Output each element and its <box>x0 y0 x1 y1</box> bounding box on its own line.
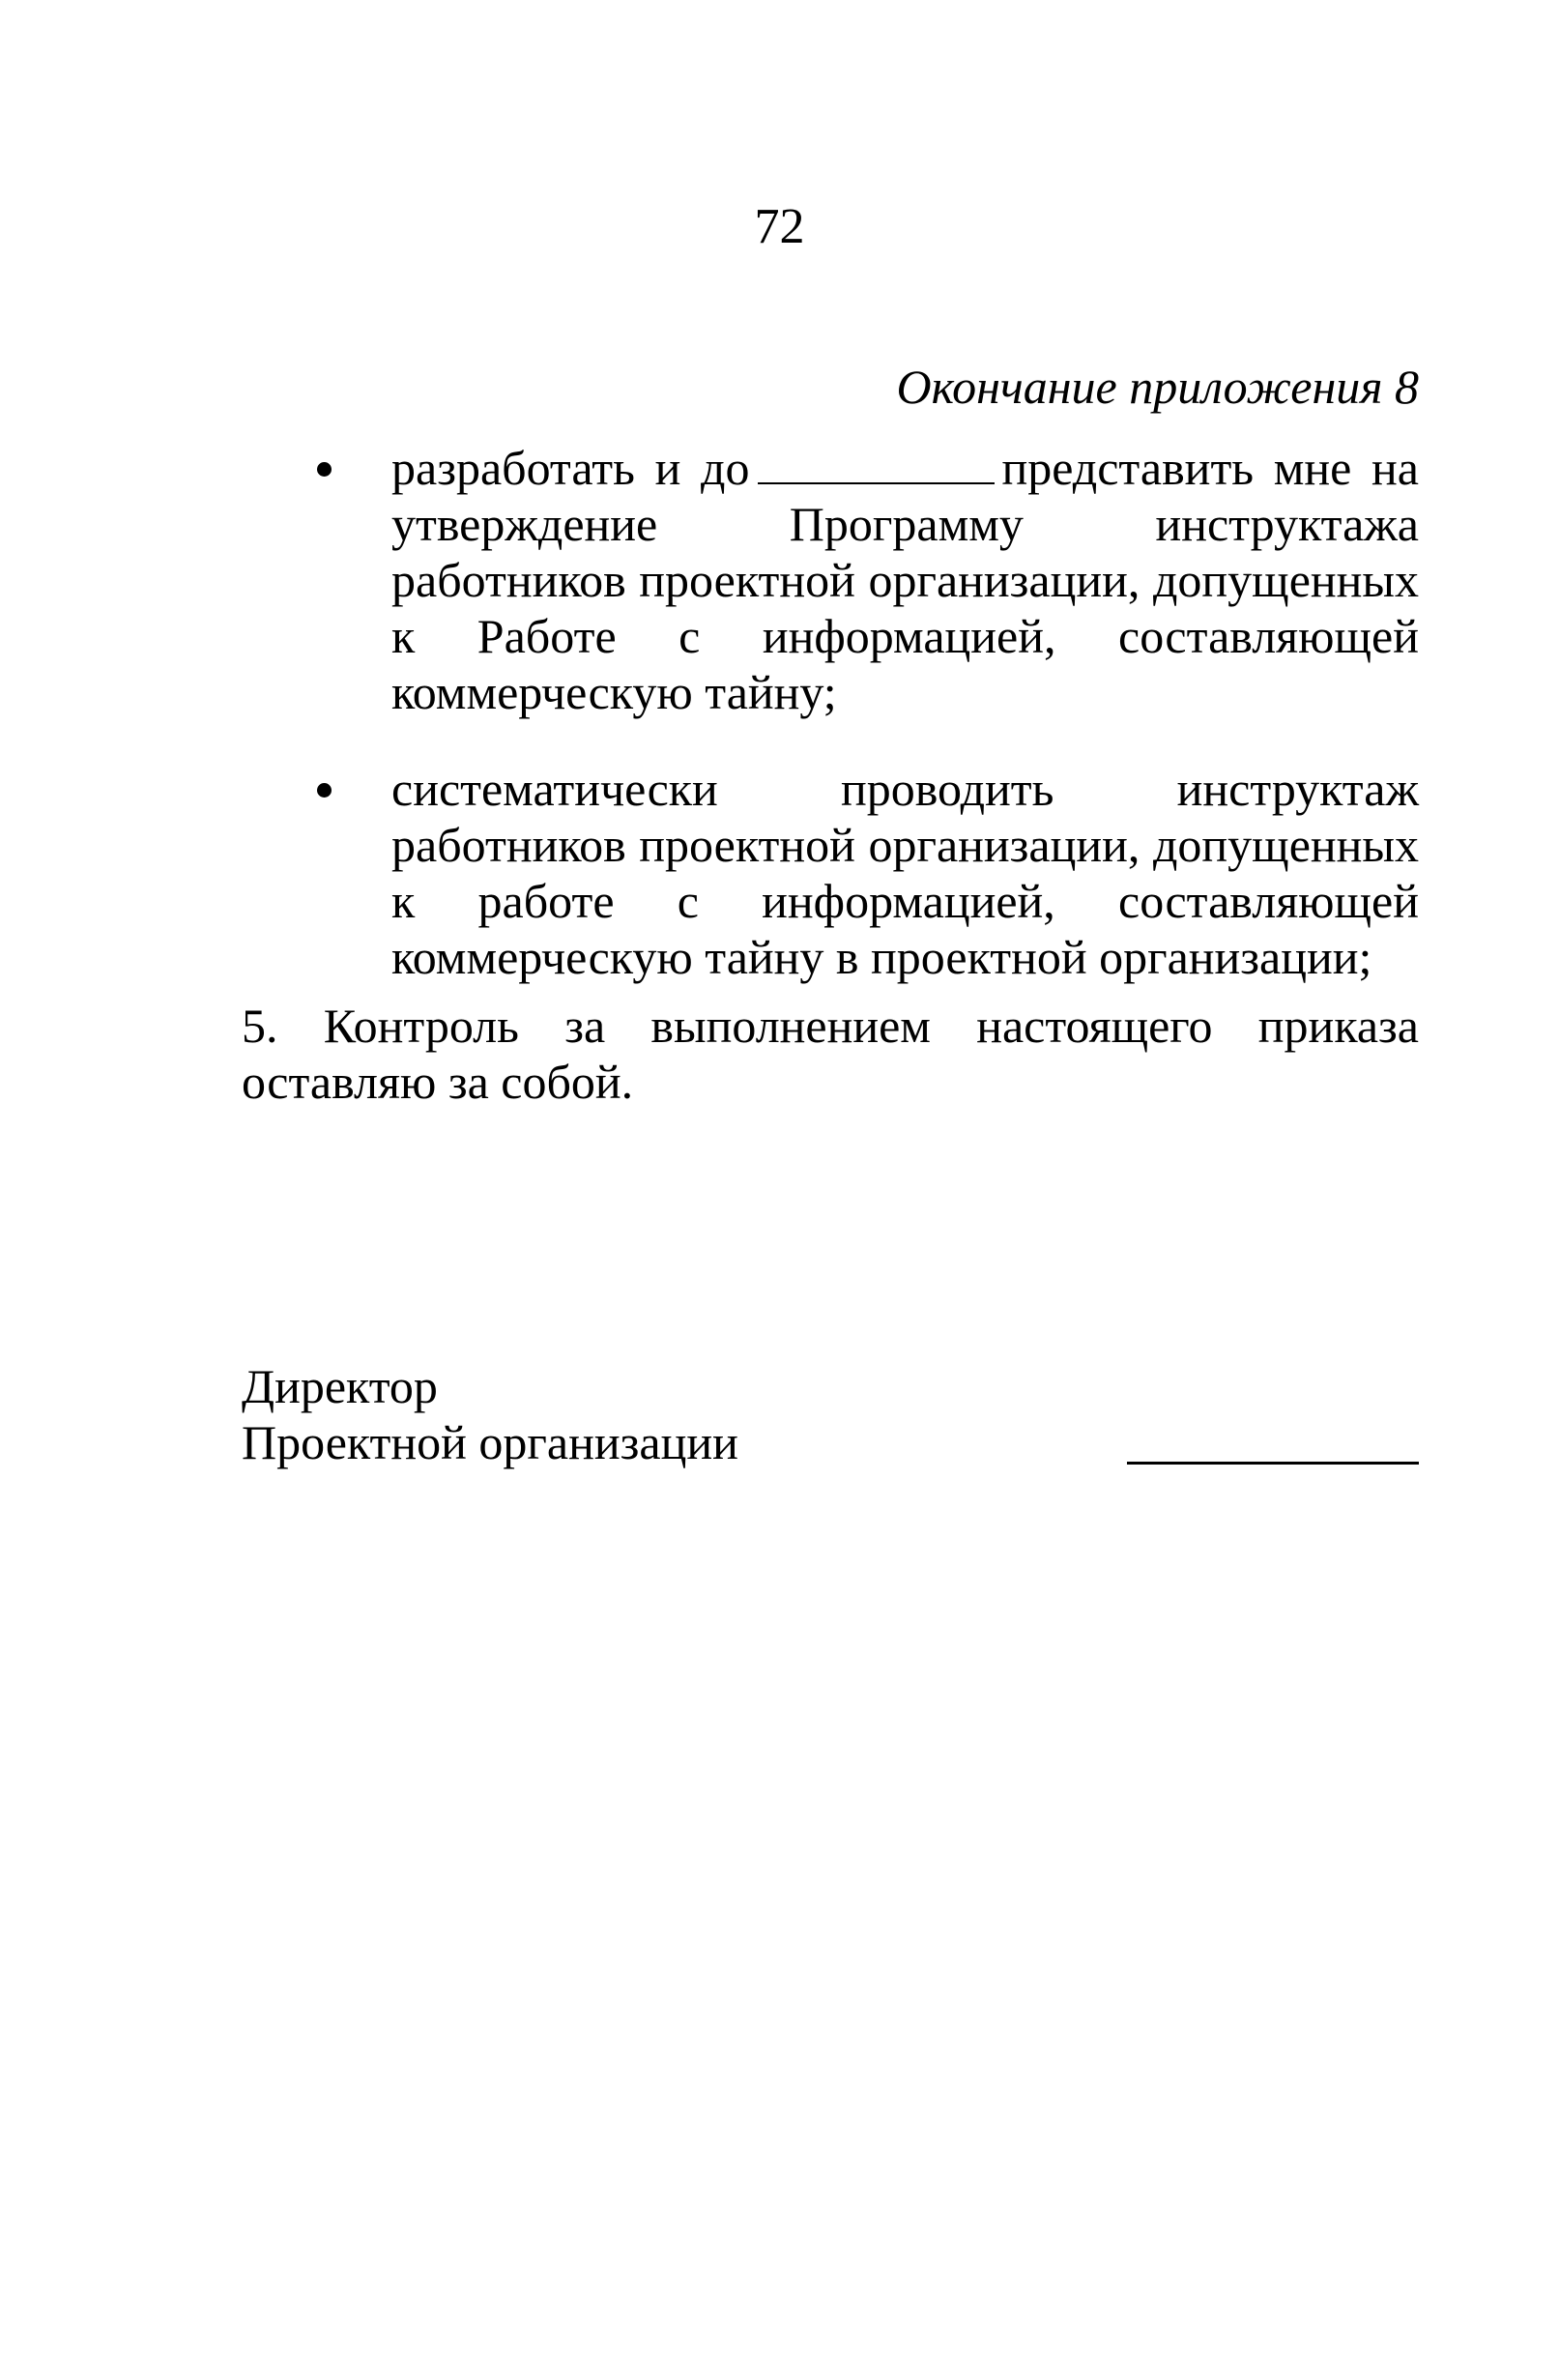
bullet-text-after-blank: представить мне на утверждение Программу инструктажа работников проектной организации, допущенных к Работе с информацией, составляющей коммерческую тайну; <box>391 441 1419 719</box>
page-number: 72 <box>754 199 805 254</box>
signature-line[interactable] <box>1127 1462 1419 1465</box>
list-item <box>242 440 1419 720</box>
date-blank-field[interactable] <box>758 440 995 484</box>
bullet-icon <box>317 462 332 477</box>
list-item <box>242 761 1419 985</box>
appendix-note: Окончание приложения 8 <box>896 360 1419 414</box>
bullet-text-before-blank: разработать и до <box>391 441 750 495</box>
bullet-list <box>242 440 1419 1026</box>
signature-block <box>242 1358 1419 1470</box>
bullet-text: систематически проводить инструктаж работников проектной организации, допущенных к работе с информацией, составляющей коммерческую тайну в проектной организации; <box>391 762 1419 984</box>
signature-row <box>242 1414 1419 1470</box>
signature-title: Директор <box>242 1359 438 1413</box>
control-paragraph: 5. Контроль за выполнением настоящего приказа оставляю за собой. <box>242 999 1419 1109</box>
signature-organization: Проектной организации <box>242 1415 738 1469</box>
bullet-icon <box>317 783 332 798</box>
